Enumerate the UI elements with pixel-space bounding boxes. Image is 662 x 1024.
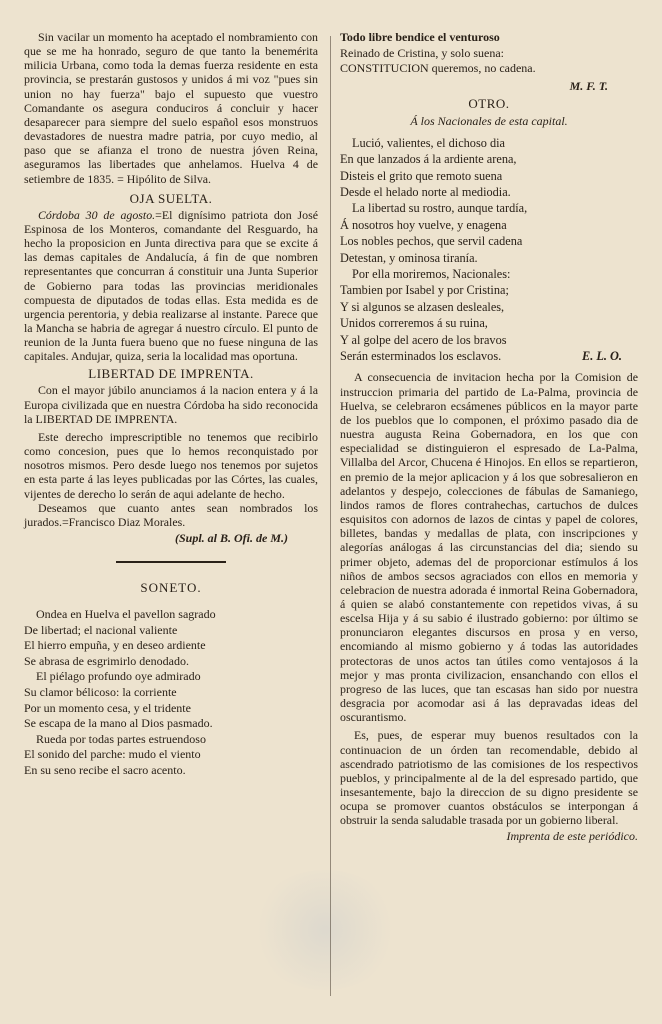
otro-line: La libertad su rostro, aunque tardía, xyxy=(352,201,528,216)
verse-signature: M. F. T. xyxy=(569,78,608,93)
soneto-lines xyxy=(24,607,318,779)
otro-last-line-row xyxy=(340,348,638,364)
continued-verse-line: Reinado de Cristina, y solo suena: xyxy=(340,45,504,60)
otro-line: Serán esterminados los esclavos. xyxy=(340,349,502,364)
soneto-line: En su seno recibe el sacro acento. xyxy=(24,762,186,777)
continued-verse xyxy=(340,30,638,77)
otro-line: Por ella moriremos, Nacionales: xyxy=(352,267,511,282)
article-paragraph-1: A consecuencia de invitacion hecha por la Comision de instruccion primaria del partido de La-Palma, provincia de Huelva, se celebraron ecsámenes públicos en la mayor parte de los pueblos que lo componen, el próximo pasado dia de nuestra augusta Reina Gobernadora, en los que con especialidad se distinguieron el espresado de La-Palma, Villalba del Arcor, Chucena é Hinojos. En ellos se repartieron, en premio de la mejor aplicacion y á los que sobresalieron en adelantos y despejo, colecciones de fábulas de Samaniego, lindos ramos de flores contrahechas, cartuchos de dulces esquisitos con adornos de lazos de cintas y papel de colores, billetes, bandas y medallas de plata, con inscripciones y alegorías análogas á las circunstancias del dia; siendo su primer objeto, ademas del de proporcionar estímulos á los niños de ambos secsos agraciados con ellos en memoria y celebracion de nuestra adorada é inmortal Reina Gobernadora, á quien se alabó constantemente con repetidos vivas, á su escelsa Hija y á su sabio é ilustrado gobierno: por último se pronunciaron elegantes discursos en prosa y en verso, encomiando al mismo gobierno y á todas las autoridades protectoras de unos actos tan útiles como ventajosos á la mejor y mas pronta civilizacion, ensanchando con ellos el progreso de las luces, que tan escasas han sido por nuestra desgracia por acomodar asi á las depravadas ideas del oscurantismo. xyxy=(340,370,638,725)
otro-line: Detestan, y ominosa tiranía. xyxy=(340,250,478,265)
otro-line: Tambien por Isabel y por Cristina; xyxy=(340,283,509,298)
libertad-paragraph-1: Con el mayor júbilo anunciamos á la nacion entera y á la Europa civilizada que en nuestra Córdoba ha sido reconocida la LIBERTAD DE IMPRENTA. xyxy=(24,383,318,426)
left-column xyxy=(24,30,318,779)
otro-lines xyxy=(340,135,638,365)
right-column xyxy=(340,30,638,844)
otro-line: Y si algunos se alzasen desleales, xyxy=(340,299,505,314)
oja-suelta-body: =El dignísimo patriota don José Espinosa de los Monteros, comandante del Resguardo, ha hecho la proposicion en Junta directiva para que se excite á las demas capitales de Andalucía, á fin de que nombren representantes que concurran á constituir una Junta Superior de Gobierno para todas las provincias meridionales compuesta de diputados de todas ellas. Esta medida es de urgencia perentoria, y debia realizarse al instante. Parece que la Mancha se habria de agregar á nuestro círculo. El punto de reunion de la Junta fuera bueno que no fuese ninguna de las capitales. Andujar, quiza, seria la localidad mas oportuna. xyxy=(24,207,318,364)
soneto-line: El hierro empuña, y en deseo ardiente xyxy=(24,638,206,653)
soneto-line: Rueda por todas partes estruendoso xyxy=(36,731,206,746)
continued-verse-line: CONSTITUCION queremos, no cadena. xyxy=(340,61,536,76)
opening-paragraph: Sin vacilar un momento ha aceptado el nombramiento con que se me ha honrado, seguro de que tanto la benemérita milicia Urbana, como toda la demas fuerza residente en esta provincia, se prestarán gustosos y unidos á mi voz "pues sin union no hay fuerza" bajo el supuesto que vuestro Comandante os asegura conduciros á concluir y hacer desaparecer para siempre del suelo español esos monstruos devastadores de nuestra madre patria, por cuyo medio, al paso que se afianza el trono de nuestra jóven Reina, aseguramos las libertades que anhelamos. Huelva 4 de setiembre de 1835. = Hipólito de Silva. xyxy=(24,30,318,186)
soneto-line: De libertad; el nacional valiente xyxy=(24,622,178,637)
section-rule xyxy=(116,561,226,563)
soneto-line: Se abrasa de esgrimirlo denodado. xyxy=(24,653,189,668)
libertad-paragraph-2: Este derecho imprescriptible no tenemos que recibirlo como concesion, pues que lo hemos reconquistado por nosotros mismos. Pero desde luego nos tenemos por sujetos en esta parte á las leyes publicadas por las Córtes, las cuales, vijentes de derecho lo serán de aqui adelante de hecho. xyxy=(24,429,318,501)
libertad-source: (Supl. al B. Ofi. de M.) xyxy=(174,531,288,545)
otro-line: Unidos correremos á su ruina, xyxy=(340,316,488,331)
paper-stain xyxy=(250,870,400,990)
otro-line: Los nobles pechos, que servil cadena xyxy=(340,234,523,249)
oja-suelta-paragraph xyxy=(24,208,318,364)
otro-line: Y al golpe del acero de los bravos xyxy=(340,332,507,347)
soneto-line: Por un momento cesa, y el tridente xyxy=(24,700,191,715)
article-paragraph-2: Es, pues, de esperar muy buenos resultados con la continuacion de un órden tan recomendable, debido al ascendrado patriotismo de las comisiones de los respectivos pueblos, y principalmente al de la del espresado partido, que insesantemente, bajo la direccion de su digno presidente se ocupa se promover cuantos obstáculos se interpongan á obstruir la senda saludable trasada por un gobierno liberal. xyxy=(340,728,638,828)
otro-line: Disteis el grito que remoto suena xyxy=(340,168,503,183)
soneto-line: Su clamor bélicoso: la corriente xyxy=(24,684,177,699)
oja-suelta-dateline: Córdoba 30 de agosto. xyxy=(38,207,156,222)
soneto-heading: SONETO. xyxy=(140,580,202,595)
continued-verse-line: Todo libre bendice el venturoso xyxy=(340,30,500,44)
soneto-line: Se escapa de la mano al Dios pasmado. xyxy=(24,716,213,731)
otro-line: Á nosotros hoy vuelve, y enagena xyxy=(340,217,507,232)
otro-subtitle: Á los Nacionales de esta capital. xyxy=(410,113,568,128)
imprint-line: Imprenta de este periódico. xyxy=(506,829,638,844)
libertad-paragraph-3: Deseamos que cuanto antes sean nombrados los jurados.=Francisco Diaz Morales. xyxy=(24,500,318,529)
otro-heading: OTRO. xyxy=(468,95,510,111)
soneto-line: El sonido del parche: mudo el viento xyxy=(24,747,201,762)
column-divider xyxy=(330,36,331,996)
otro-line: En que lanzados á la ardiente arena, xyxy=(340,152,517,167)
libertad-heading: LIBERTAD DE IMPRENTA. xyxy=(88,366,254,382)
soneto-line: Ondea en Huelva el pavellon sagrado xyxy=(36,607,216,621)
oja-suelta-heading: OJA SUELTA. xyxy=(129,190,213,206)
otro-line: Lució, valientes, el dichoso dia xyxy=(352,135,505,150)
otro-line: Desde el helado norte al mediodia. xyxy=(340,185,511,199)
otro-signature: E. L. O. xyxy=(582,349,622,364)
soneto-line: El piélago profundo oye admirado xyxy=(36,669,201,684)
